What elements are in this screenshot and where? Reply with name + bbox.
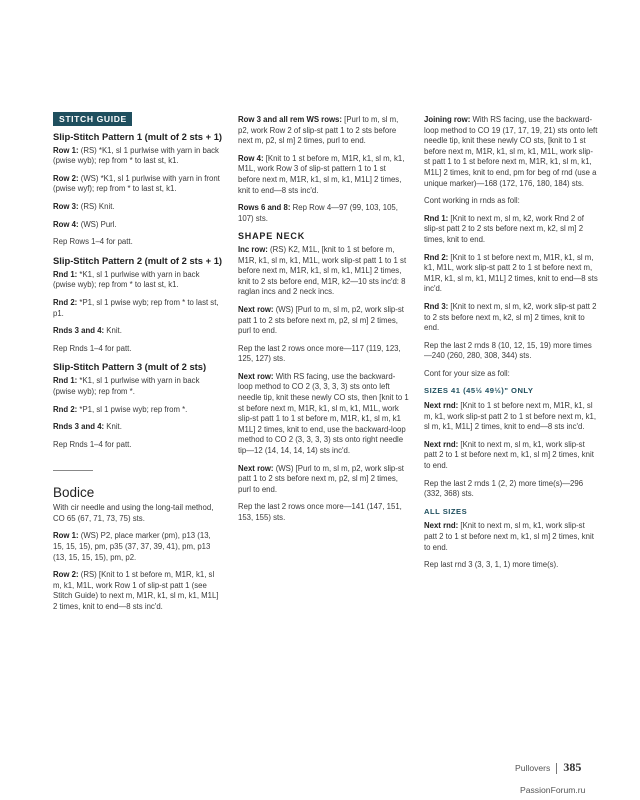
instruction-row	[238, 305, 410, 337]
row-text: Knit.	[104, 326, 122, 336]
instruction-row	[424, 341, 598, 362]
row-label: Next row:	[238, 304, 274, 314]
row-label: Row 2:	[53, 570, 79, 580]
bodice-rows	[53, 531, 223, 612]
ssp2-title: Slip-Stitch Pattern 2 (mult of 2 sts + 1)	[53, 254, 223, 266]
row-text: With RS facing, use the backward-loop method to CO 19 (17, 17, 19, 21) sts onto left needle tip, knit these newly CO sts, [knit to 1 st before next m, M1R, k1, sl m, k1, M1L, work slip-st patt 1 to 1 st before next m, M1R, k1, sl m, k1, M1L] 2 times, knit to end, pm for beg of rnd (use a unique marker)—168 (172, 176, 180, 184) sts.	[424, 115, 598, 188]
row-label: Next rnd:	[424, 401, 459, 411]
instruction-row	[238, 344, 410, 365]
section-divider	[53, 470, 93, 471]
all-sizes-rows	[424, 521, 598, 570]
row-text: (RS) *K1, sl 1 purlwise with yarn in back (pwise wyb); rep from * to last st, k1.	[53, 145, 219, 166]
ssp2-rows	[53, 270, 223, 337]
row-label: Next rnd:	[424, 521, 459, 531]
column-middle	[238, 115, 410, 531]
row-label: Rnd 1:	[53, 269, 78, 279]
row-label: Row 4:	[238, 153, 264, 163]
shape-neck-rows	[238, 245, 410, 524]
row-text: *K1, sl 1 purlwise with yarn in back (pwise wyb); rep from * to last st, k1.	[53, 269, 200, 290]
ssp1-title: Slip-Stitch Pattern 1 (mult of 2 sts + 1)	[53, 130, 223, 142]
instruction-row	[238, 203, 410, 224]
column-right	[424, 115, 598, 578]
page-number: 385	[563, 760, 582, 774]
bodice-intro: With cir needle and using the long-tail method, CO 65 (67, 71, 73, 75) sts.	[53, 503, 214, 523]
instruction-row	[424, 253, 598, 295]
watermark: PassionForum.ru	[520, 785, 586, 795]
shape-neck-heading: SHAPE NECK	[238, 231, 306, 242]
row-text: [Purl to m, sl m, p2, work Row 2 of slip-st patt 1 to 2 sts before next m, p2, sl m] 2 times, purl to end.	[238, 115, 399, 146]
row-text: (WS) Purl.	[78, 219, 117, 229]
joining-rows	[424, 115, 598, 379]
row-text: [Knit to next m, sl m, k1, work slip-st patt 2 to 1 st before next m, k1, sl m] 2 times, knit to end.	[424, 521, 594, 552]
row-text: Rep the last 2 rows once more—117 (119, 123, 125, 127) sts.	[238, 343, 401, 364]
row-text: (RS) K2, M1L, [knit to 1 st before m, M1R, k1, sl m, k1, M1L, work slip-st patt 1 to 1 st before next m, M1R, k1, sl m, k1, M1L] 2 times, knit to 2 sts before end, M1R, k2—10 sts inc'd: 8 raglan incs and 2 neck incs.	[238, 244, 407, 297]
instruction-row	[424, 196, 598, 207]
instruction-row	[238, 464, 410, 496]
row-label: Row 3:	[53, 201, 79, 211]
row-text: [Knit to 1 st before m, M1R, k1, sl m, k1, M1L, work Row 3 of slip-st pattern 1 to 1 st before next m, M1R, k1, sl m, k1, M1L] 2 times, knit to end—8 sts inc'd.	[238, 153, 405, 195]
row-text: (WS) [Purl to m, sl m, p2, work slip-st patt 1 to 2 sts before next m, p2, sl m] 2 times, purl to end.	[238, 304, 404, 336]
instruction-row	[53, 202, 223, 213]
instruction-row	[424, 115, 598, 189]
row-text: *K1, sl 1 purlwise with yarn in back (pwise wyb); rep from *.	[53, 376, 200, 396]
row-label: Rows 6 and 8:	[238, 203, 291, 213]
row-text: Rep the last 2 rows once more—141 (147, 151, 153, 155) sts.	[238, 502, 402, 522]
row-label: Inc row:	[238, 244, 268, 254]
row-label: Rnd 2:	[53, 404, 78, 414]
instruction-row	[424, 302, 598, 334]
instruction-row	[53, 270, 223, 291]
instruction-row	[238, 372, 410, 457]
row-text: (RS) [Knit to 1 st before m, M1R, k1, sl m, k1, M1L, work Row 1 of slip-st patt 1 (see Stitch Guide) to next m, M1R, k1, sl m, k1, M1L] 2 times, knit to end—8 sts inc'd.	[53, 570, 219, 612]
row-text: [Knit to next m, sl m, k1, work slip-st patt 2 to 1 st before next m, k1, sl m] 2 times, knit to end.	[424, 439, 594, 471]
row-text: [Knit to 1 st before next m, M1R, k1, sl m, k1, work slip-st patt 2 to 1 st before next m, k1, sl m, k1, M1L] 2 times, knit to end—8 sts inc'd.	[424, 401, 597, 432]
instruction-row	[424, 479, 598, 500]
footer-separator	[556, 763, 557, 774]
sizes-rows	[424, 401, 598, 500]
row-text: (WS) *K1, sl 1 purlwise with yarn in front (pwise wyf); rep from * to last st, k1.	[53, 173, 220, 194]
ssp1-rep: Rep Rows 1–4 for patt.	[53, 237, 133, 247]
instruction-row	[53, 405, 223, 416]
instruction-row	[424, 440, 598, 472]
row-text: Cont working in rnds as foll:	[424, 196, 520, 206]
row-label: Rnds 3 and 4:	[53, 422, 105, 432]
row-text: [Knit to next m, sl m, k2, work Rnd 2 of slip-st patt 2 to 2 sts before next m, k2, sl m] 2 times, knit to end.	[424, 213, 584, 244]
instruction-row	[238, 245, 410, 298]
row-label: Rnd 1:	[424, 213, 449, 223]
row-label: Rnd 3:	[424, 301, 449, 311]
page-footer	[515, 760, 581, 775]
instruction-row	[53, 220, 223, 231]
instruction-row	[53, 376, 223, 397]
column-left	[53, 112, 223, 620]
row-label: Joining row:	[424, 115, 471, 124]
row-text: With RS facing, use the backward-loop method to CO 2 (3, 3, 3, 3) sts onto left needle tip, knit these newly CO sts, then [knit to 1 st before next m, M1R, k1, sl m, k1, M1L, work slip-st patt 1 to 1 st before m, M1R, k1, sl m, k1 M1L] 2 times, knit to end, use the backward-loop method to CO 2 (3, 3, 3, 3) sts onto right needle tip—12 (14, 14, 14, 14) sts inc'd.	[238, 371, 409, 456]
instruction-row	[238, 502, 410, 523]
ssp3-title: Slip-Stitch Pattern 3 (mult of 2 sts)	[53, 361, 207, 373]
footer-section: Pullovers	[515, 763, 551, 773]
instruction-row	[238, 154, 410, 196]
row-text: Rep Row 4—97 (99, 103, 105, 107) sts.	[238, 203, 398, 223]
instruction-row	[424, 401, 598, 433]
row-text: Rep the last 2 rnds 8 (10, 12, 15, 19) more times—240 (260, 280, 308, 344) sts.	[424, 340, 592, 361]
instruction-row	[238, 115, 410, 147]
instruction-row	[424, 369, 598, 380]
row-label: Rnd 2:	[53, 297, 78, 307]
instruction-row	[53, 531, 223, 563]
instruction-row	[53, 146, 223, 167]
bodice-title: Bodice	[53, 485, 95, 501]
row-label: Rnd 2:	[424, 252, 449, 262]
instruction-row	[53, 326, 223, 337]
row-label: Row 1:	[53, 145, 79, 155]
ssp3-rows	[53, 376, 223, 432]
row-label: Row 3 and all rem WS rows:	[238, 115, 342, 124]
instruction-row	[53, 422, 223, 433]
row-label: Row 1:	[53, 531, 79, 541]
bodice-rows-cont	[238, 115, 410, 224]
all-sizes-heading: ALL SIZES	[424, 506, 468, 516]
ssp1-rows	[53, 146, 223, 231]
row-text: [Knit to next m, sl m, k2, work slip-st patt 2 to 2 sts before next m, k2, sl m] 2 times, knit to end.	[424, 301, 597, 333]
instruction-row	[53, 174, 223, 195]
row-text: Rep the last 2 rnds 1 (2, 2) more time(s)—296 (332, 368) sts.	[424, 478, 584, 499]
row-text: Cont for your size as foll:	[424, 368, 510, 378]
row-text: *P1, sl 1 pwise wyb; rep from * to last st, p1.	[53, 297, 219, 318]
row-label: Next row:	[238, 463, 274, 473]
row-text: (WS) P2, place marker (pm), p13 (13, 15, 15, 15), pm, p35 (37, 37, 39, 41), pm, p13 (13, 15, 15, 15), pm, p2.	[53, 531, 211, 562]
row-text: Knit.	[104, 422, 122, 432]
row-text: [Knit to 1 st before next m, M1R, k1, sl m, k1, M1L, work slip-st patt 2 to 1 st before next m, M1R, k1, sl m, k1, M1L] 2 times, knit to end—8 sts inc'd.	[424, 252, 598, 294]
row-text: *P1, sl 1 pwise wyb; rep from *.	[77, 404, 188, 414]
instruction-row	[424, 560, 598, 571]
row-label: Rnds 3 and 4:	[53, 326, 105, 336]
instruction-row	[424, 214, 598, 246]
ssp2-rep: Rep Rnds 1–4 for patt.	[53, 343, 132, 353]
row-text: (WS) [Purl to m, sl m, p2, work slip-st patt 1 to 2 sts before next m, p2, sl m] 2 times, purl to end.	[238, 463, 404, 494]
stitch-guide-badge: STITCH GUIDE	[53, 112, 132, 126]
instruction-row	[53, 570, 223, 612]
row-text: (RS) Knit.	[78, 201, 115, 211]
instruction-row	[424, 521, 598, 553]
sizes-heading: SIZES 41 (45½ 49½)" ONLY	[424, 386, 534, 396]
row-label: Rnd 1:	[53, 376, 78, 386]
row-label: Row 2:	[53, 173, 79, 183]
instruction-row	[53, 298, 223, 319]
row-label: Row 4:	[53, 219, 79, 229]
ssp3-rep: Rep Rnds 1–4 for patt.	[53, 439, 132, 449]
row-label: Next rnd:	[424, 439, 459, 449]
row-label: Next row:	[238, 371, 274, 381]
row-text: Rep last rnd 3 (3, 3, 1, 1) more time(s).	[424, 560, 559, 570]
